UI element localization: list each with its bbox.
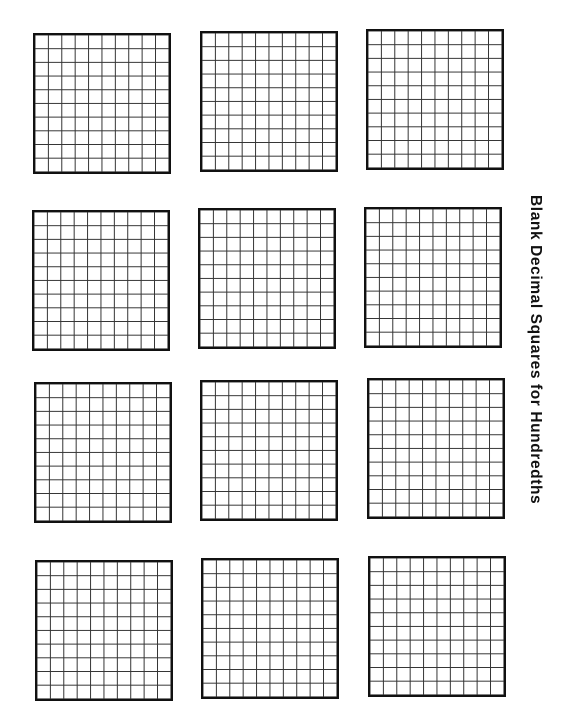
decimal-square-3	[366, 29, 504, 170]
decimal-square-11	[201, 558, 339, 699]
decimal-square-8	[200, 380, 338, 521]
decimal-square-4	[32, 210, 170, 351]
decimal-square-6	[364, 207, 502, 348]
decimal-square-10	[35, 560, 173, 701]
decimal-square-9	[367, 378, 505, 519]
worksheet-title: Blank Decimal Squares for Hundredths	[527, 195, 544, 505]
decimal-square-5	[198, 208, 336, 349]
decimal-square-2	[200, 31, 338, 172]
decimal-square-12	[368, 556, 506, 697]
decimal-square-1	[33, 33, 171, 174]
decimal-square-7	[34, 382, 172, 523]
